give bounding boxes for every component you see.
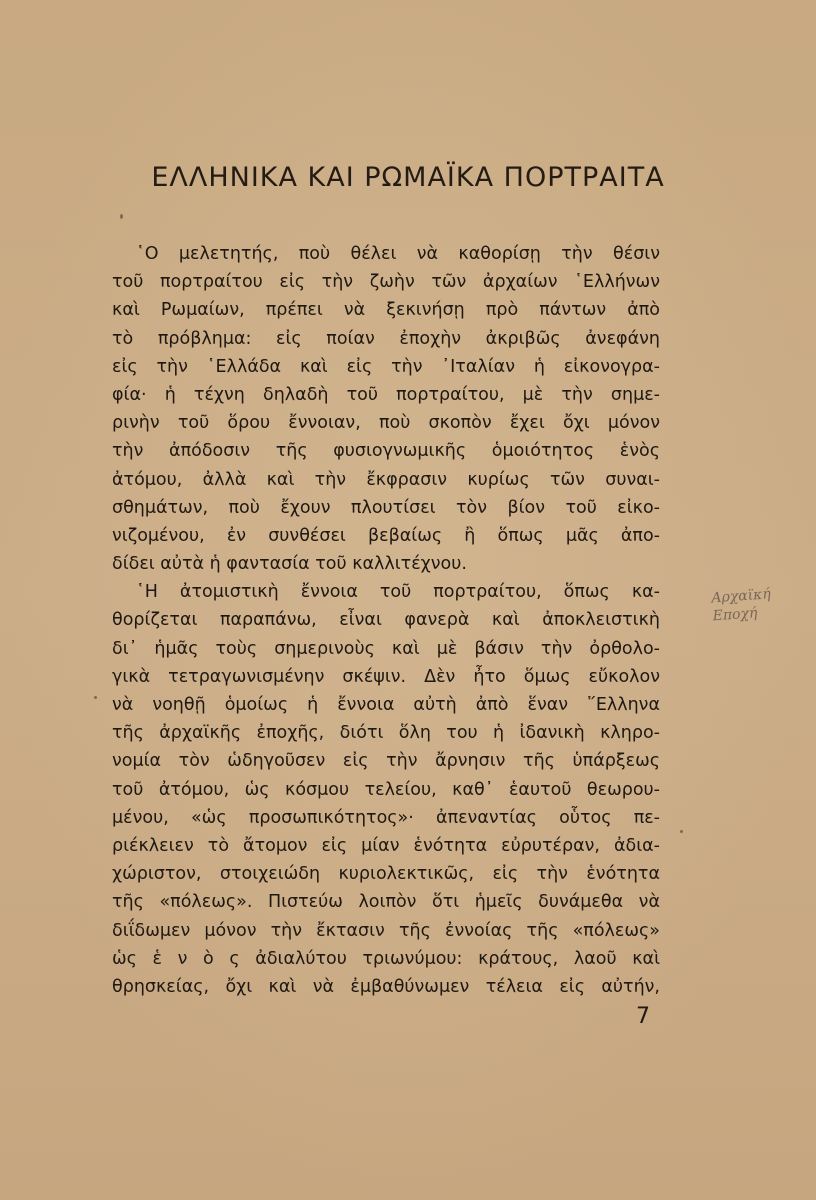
paper-speck (680, 830, 683, 833)
text-line: θρησκείας, ὄχι καὶ νὰ ἐμβαθύνωμεν τέλεια εἰς αὐτήν, (112, 976, 660, 997)
text-line: τοῦ πορτραίτου εἰς τὴν ζωὴν τῶν ἀρχαίων ῾Ελλήνων (112, 272, 660, 293)
text-line: νὰ νοηθῇ ὁμοίως ἡ ἔννοια αὐτὴ ἀπὸ ἕναν ῞Ελληνα (112, 695, 660, 715)
paper-speck (94, 696, 97, 699)
text-line: εἰς τὴν ῾Ελλάδα καὶ εἰς τὴν ᾿Ιταλίαν ἡ εἰκονογρα- (112, 356, 660, 377)
text-line: μένου, «ὡς προσωπικότητος»· ἀπεναντίας οὗτος πε- (112, 807, 660, 828)
text-line: ῾Ο μελετητής, ποὺ θέλει νὰ καθορίσῃ τὴν θέσιν (136, 244, 660, 264)
text-line: φία· ἡ τέχνη δηλαδὴ τοῦ πορτραίτου, μὲ τὴν σημε- (112, 384, 660, 405)
text-line: διΐδωμεν μόνον τὴν ἔκτασιν τῆς ἐννοίας τῆς «πόλεως» (112, 920, 660, 941)
text-line: νιζομένου, ἐν συνθέσει βεβαίως ἢ ὅπως μᾶς ἀπο- (112, 525, 660, 546)
text-line: νομία τὸν ὡδηγοῦσεν εἰς τὴν ἄρνησιν τῆς ὑπάρξεως (112, 751, 660, 772)
text-line: τὸ πρόβλημα: εἰς ποίαν ἐποχὴν ἀκριβῶς ἀνεφάνη (112, 328, 660, 349)
text-line: καὶ Ρωμαίων, πρέπει νὰ ξεκινήσῃ πρὸ πάντων ἀπὸ (112, 300, 660, 321)
text-line: ριέκλειεν τὸ ἄτομον εἰς μίαν ἑνότητα εὐρυτέραν, ἀδια- (112, 835, 660, 856)
chapter-title: ΕΛΛΗΝΙΚΑ ΚΑΙ ΡΩΜΑΪΚΑ ΠΟΡΤΡΑΙΤΑ (151, 162, 665, 193)
text-line: τὴν ἀπόδοσιν τῆς φυσιογνωμικῆς ὁμοιότητος ἑνὸς (112, 441, 660, 462)
margin-note-line: Εποχή (712, 605, 758, 625)
text-line-underlined: τῆς ἀρχαϊκῆς ἐποχῆς, διότι ὅλη του ἡ ἰδανικὴ κληρο- (112, 723, 660, 744)
text-line: δίδει αὐτὰ ἡ φαντασία τοῦ καλλιτέχνου. (112, 554, 467, 575)
text-line: δι᾿ ἡμᾶς τοὺς σημερινοὺς καὶ μὲ βάσιν τὴν ὀρθολο- (112, 638, 660, 659)
text-line: ῾Η ἀτομιστικὴ ἔννοια τοῦ πορτραίτου, ὅπως κα- (136, 582, 660, 603)
paper-speck (120, 214, 123, 219)
text-line: θορίζεται παραπάνω, εἶναι φανερὰ καὶ ἀποκλειστικὴ (112, 610, 660, 631)
text-line: χώριστον, στοιχειώδη κυριολεκτικῶς, εἰς τὴν ἑνότητα (112, 864, 660, 885)
text-line: ρινὴν τοῦ ὅρου ἔννοιαν, ποὺ σκοπὸν ἔχει ὄχι μόνον (112, 413, 660, 434)
text-line: γικὰ τετραγωνισμένην σκέψιν. Δὲν ἦτο ὅμως εὔκολον (112, 666, 660, 687)
text-line: τοῦ ἀτόμου, ὡς κόσμου τελείου, καθ᾿ ἑαυτοῦ θεωρου- (112, 779, 660, 800)
text-line: τῆς «πόλεως». Πιστεύω λοιπὸν ὅτι ἡμεῖς δυνάμεθα νὰ (112, 892, 660, 913)
text-line: ἀτόμου, ἀλλὰ καὶ τὴν ἔκφρασιν κυρίως τῶν συναι- (112, 469, 660, 490)
margin-note-line: Αρχαϊκή (710, 586, 772, 607)
body-text (112, 240, 660, 1001)
text-line: ὡς ἑ ν ὸ ς ἀδιαλύτου τριωνύμου: κράτους, λαοῦ καὶ (112, 948, 660, 969)
handwritten-margin-note (711, 583, 809, 626)
page-number: 7 (636, 1004, 650, 1029)
text-line: σθημάτων, ποὺ ἔχουν πλουτίσει τὸν βίον τοῦ εἰκο- (112, 497, 660, 518)
